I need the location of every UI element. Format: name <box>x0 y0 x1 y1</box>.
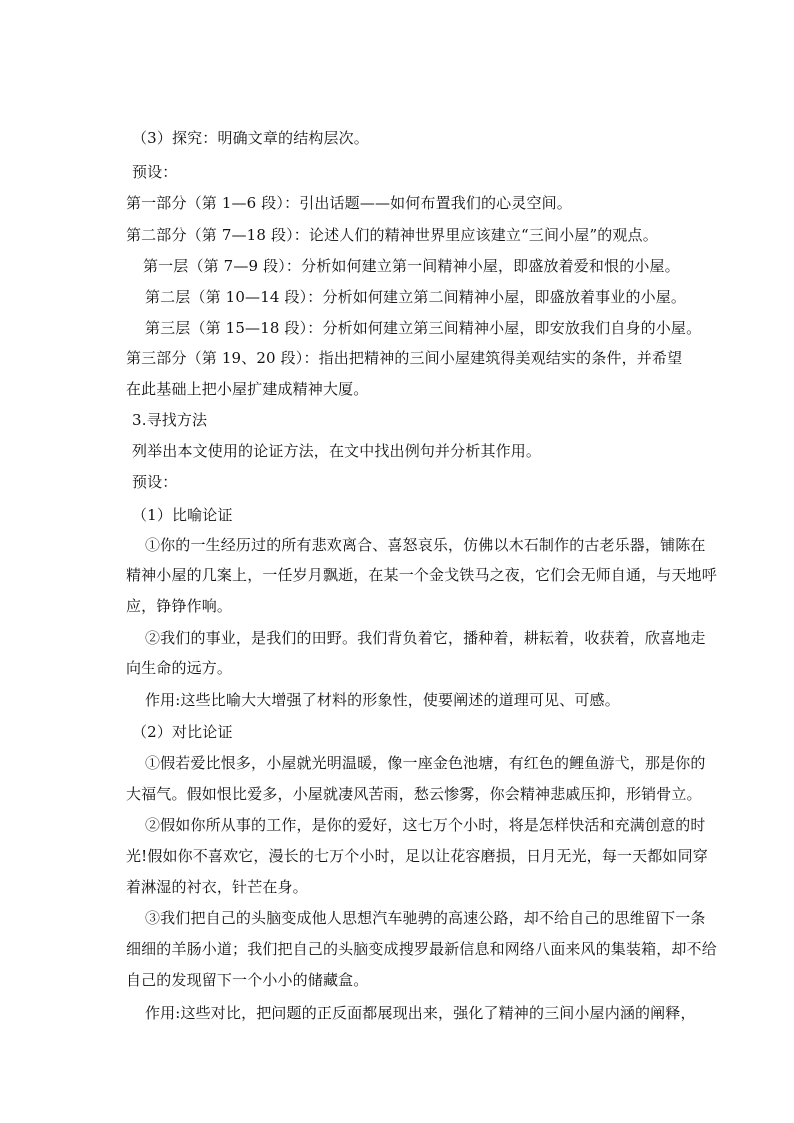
text-line: 第二部分（第 7—18 段）：论述人们的精神世界里应该建立“三间小屋”的观点。 <box>126 226 658 244</box>
text-line: 作用:这些对比，把问题的正反面都展现出来，强化了精神的三间小屋内涵的阐释， <box>145 1004 696 1022</box>
text-line: ②我们的事业，是我们的田野。我们背负着它，播种着，耕耘着，收获着，欣喜地走 <box>145 629 706 647</box>
text-line: 预设： <box>132 163 178 181</box>
text-line: 应，铮铮作响。 <box>126 597 233 615</box>
text-line: 预设： <box>132 473 178 491</box>
text-line: ②假如你所从事的工作，是你的爱好，这七万个小时，将是怎样快活和充满创意的时 <box>145 816 706 834</box>
text-line: 列举出本文使用的论证方法，在文中找出例句并分析其作用。 <box>132 442 542 460</box>
text-line: 着淋湿的衬衣，针芒在身。 <box>126 878 308 896</box>
text-line: 第三层（第 15—18 段）：分析如何建立第三间精神小屋，即安放我们自身的小屋。 <box>145 319 702 337</box>
text-line: 第一部分（第 1—6 段）：引出话题——如何布置我们的心灵空间。 <box>126 194 572 212</box>
text-line: 细细的羊肠小道；我们把自己的头脑变成搜罗最新信息和网络八面来风的集装箱，却不给 <box>126 940 717 958</box>
text-line: 第三部分（第 19、20 段）：指出把精神的三间小屋建筑得美观结实的条件，并希望 <box>126 349 683 367</box>
text-line: ①你的一生经历过的所有悲欢离合、喜怒哀乐，仿佛以木石制作的古老乐器，铺陈在 <box>145 536 706 554</box>
section-heading: 3.寻找方法 <box>132 411 208 429</box>
text-line: ①假若爱比恨多，小屋就光明温暖，像一座金色池塘，有红色的鲤鱼游弋，那是你的 <box>145 754 706 772</box>
text-line: ③我们把自己的头脑变成他人思想汽车驰骋的高速公路，却不给自己的思维留下一条 <box>145 909 706 927</box>
text-line: 向生命的远方。 <box>126 659 233 677</box>
text-line: （3）探究：明确文章的结构层次。 <box>132 129 369 147</box>
text-line: 在此基础上把小屋扩建成精神大厦。 <box>126 380 369 398</box>
text-line: 第二层（第 10—14 段）：分析如何建立第二间精神小屋，即盛放着事业的小屋。 <box>145 288 687 306</box>
text-line: 第一层（第 7—9 段）：分析如何建立第一间精神小屋，即盛放着爱和恨的小屋。 <box>143 257 680 275</box>
text-line: 大福气。假如恨比爱多，小屋就凄风苦雨，愁云惨雾，你会精神悲戚压抑，形销骨立。 <box>126 785 702 803</box>
text-line: 光!假如你不喜欢它，漫长的七万个小时，足以让花容磨损，日月无光，每一天都如同穿 <box>126 847 708 865</box>
subsection-heading: （2）对比论证 <box>132 723 233 741</box>
subsection-heading: （1）比喻论证 <box>132 506 233 524</box>
text-line: 自己的发现留下一个小小的储藏盒。 <box>126 971 369 989</box>
text-line: 作用:这些比喻大大增强了材料的形象性，使要阐述的道理可见、可感。 <box>145 691 620 709</box>
text-line: 精神小屋的几案上，一任岁月飘逝，在某一个金戈铁马之夜，它们会无师自通，与天地呼 <box>126 566 717 584</box>
